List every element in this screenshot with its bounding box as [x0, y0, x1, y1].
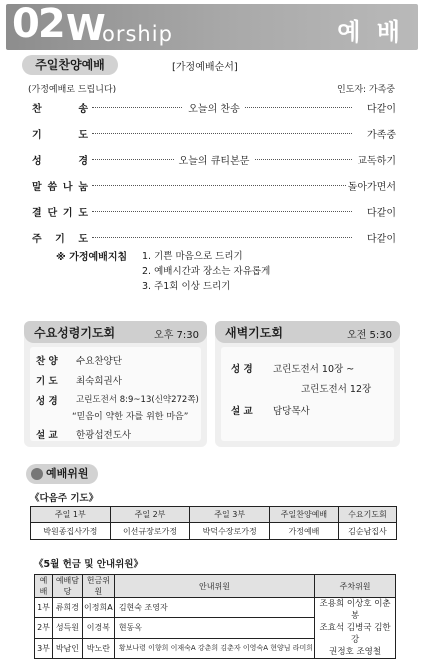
order-detail-text: 오늘의 큐티본문	[174, 156, 255, 167]
order-row	[32, 178, 396, 192]
dotted-leader	[92, 133, 352, 134]
dotted-leader	[92, 211, 352, 212]
page-title: 예 배	[337, 18, 404, 46]
order-row	[32, 100, 396, 114]
table-header: 예배담당	[52, 575, 82, 598]
staff-title: 예배위원	[46, 467, 89, 480]
guide-cell: 현동옥	[114, 618, 314, 638]
order-label-char: 나	[62, 182, 73, 193]
offering-usher-table	[34, 574, 396, 659]
order-label-char: 기	[62, 208, 73, 219]
praise-value: 수요찬양단	[76, 356, 122, 367]
table-cell: 박원종집사가정	[31, 523, 111, 540]
order-label-char: 도	[78, 208, 88, 219]
order-assignee: 돌아가면서	[346, 178, 396, 193]
table-header: 헌금위원	[82, 575, 114, 598]
dawn-body	[221, 347, 394, 441]
worship-word: orship	[102, 22, 173, 46]
prayer-label: 기 도	[36, 376, 58, 387]
order-label-char: 송	[78, 104, 88, 115]
offering-cell: 이경복	[82, 618, 114, 638]
service-cell: 2부	[35, 618, 53, 638]
table-header: 주차위원	[315, 575, 396, 598]
dawn-header	[215, 321, 400, 343]
wednesday-title: 수요성령기도회	[34, 326, 116, 340]
wednesday-body	[30, 347, 201, 441]
offering-cell: 박노란	[82, 638, 114, 658]
dawn-title: 새벽기도회	[225, 326, 283, 340]
sermon-label: 설 교	[36, 430, 58, 441]
section-number: 02	[12, 4, 64, 47]
table-header: 수요기도회	[338, 507, 396, 523]
sermon-title: “믿음이 약한 자를 위한 마음”	[72, 412, 189, 422]
dawn-prayer-card	[215, 321, 400, 447]
staff-section-title	[26, 464, 98, 484]
table-cell: 박덕수장로가정	[190, 523, 270, 540]
prayer-duty-table	[30, 506, 397, 540]
order-assignee: 다같이	[365, 230, 396, 245]
dotted-leader	[92, 237, 352, 238]
praise-label: 찬 양	[36, 356, 58, 367]
scripture-label: 성 경	[231, 364, 253, 375]
dotted-leader	[92, 185, 352, 186]
wednesday-header	[24, 321, 207, 343]
lead-cell: 박남인	[52, 638, 82, 658]
leader-note: 인도자: 가족중	[336, 85, 395, 95]
header-banner	[6, 4, 418, 50]
worship-initial: W	[66, 8, 106, 49]
table-header: 주일 1부	[31, 507, 111, 523]
guide-title: ※ 가정예배지침	[56, 252, 128, 263]
sermon-value: 한광섭전도사	[76, 430, 132, 441]
order-label	[32, 204, 88, 219]
order-label-char: 도	[78, 130, 88, 141]
order-label-char: 단	[47, 208, 58, 219]
table-cell: 가정예배	[270, 523, 339, 540]
parking-line: 조용희 이상호 이춘봉	[319, 599, 391, 621]
bullet-icon	[31, 468, 43, 480]
order-detail	[32, 152, 396, 167]
guide-cell: 김현숙 조영자	[114, 598, 314, 618]
service-cell: 3부	[35, 638, 53, 658]
order-row	[32, 152, 396, 166]
order-label-char: 눔	[78, 182, 88, 193]
order-label	[32, 126, 88, 141]
order-label-char: 경	[78, 156, 88, 167]
next-week-label: 《다음주 기도》	[30, 493, 99, 504]
order-label-char: 찬	[32, 104, 42, 115]
order-label-char: 성	[32, 156, 42, 167]
offering-cell: 이정희A	[82, 598, 114, 618]
table-header: 예배	[35, 575, 53, 598]
order-label-char: 기	[32, 130, 42, 141]
family-order-label: [가정예배순서]	[172, 62, 238, 73]
sunday-section-title: 주일찬양예배	[22, 55, 118, 75]
order-label-char: 주	[32, 234, 42, 245]
scripture-line-2: 고린도전서 12장	[301, 384, 372, 395]
offering-label: 《5월 헌금 및 안내위원》	[34, 559, 143, 570]
table-header: 안내위원	[114, 575, 314, 598]
order-label-char: 말	[32, 182, 42, 193]
scripture-line-1: 고린도전서 10장 ~	[273, 364, 355, 375]
sermon-value: 담당목사	[273, 406, 310, 417]
guide-cell: 황보나령 이향희 이재숙A 강춘희 김춘자 이영숙A 현양님 라미희	[114, 638, 314, 658]
order-assignee: 교독하기	[355, 152, 396, 167]
guide-item: 1. 기쁜 마음으로 드리기	[142, 251, 243, 262]
guide-item: 3. 주1회 이상 드리기	[142, 281, 231, 292]
table-header: 주일찬양예배	[270, 507, 339, 523]
order-label	[32, 230, 88, 245]
order-row	[32, 230, 396, 244]
order-label-char: 기	[55, 234, 65, 245]
sermon-label: 설 교	[231, 406, 253, 417]
order-row	[32, 204, 396, 218]
order-label-char: 씀	[47, 182, 58, 193]
table-header: 주일 2부	[110, 507, 190, 523]
order-detail-text: 오늘의 찬송	[183, 104, 244, 115]
prayer-value: 최숙희권사	[76, 376, 122, 387]
service-cell: 1부	[35, 598, 53, 618]
table-row	[31, 523, 397, 540]
lead-cell: 류희경	[52, 598, 82, 618]
order-assignee: 가족중	[365, 126, 396, 141]
order-label-char: 결	[32, 208, 42, 219]
table-cell: 김순남집사	[338, 523, 396, 540]
parking-line: 권정호 조영철	[329, 647, 382, 657]
scripture-value: 고린도전서 8:9~13(신약272쪽)	[76, 395, 199, 405]
dawn-time: 오전 5:30	[347, 330, 392, 341]
family-worship-note: (가정예배로 드립니다)	[28, 85, 117, 95]
table-cell: 이선규장로가정	[110, 523, 190, 540]
wednesday-prayer-card	[24, 321, 207, 447]
guide-item: 2. 예배시간과 장소는 자유롭게	[142, 266, 271, 277]
order-label-char: 도	[78, 234, 88, 245]
order-assignee: 다같이	[365, 100, 396, 115]
order-assignee: 다같이	[365, 204, 396, 219]
order-label	[32, 178, 88, 193]
scripture-label: 성 경	[36, 396, 58, 407]
table-row	[35, 598, 396, 618]
order-row	[32, 126, 396, 140]
wednesday-time: 오후 7:30	[154, 330, 199, 341]
lead-cell: 성득원	[52, 618, 82, 638]
order-detail	[32, 100, 396, 115]
parking-cell	[315, 598, 396, 659]
table-header: 주일 3부	[190, 507, 270, 523]
parking-line: 조효석 김병국 김한강	[319, 623, 391, 645]
